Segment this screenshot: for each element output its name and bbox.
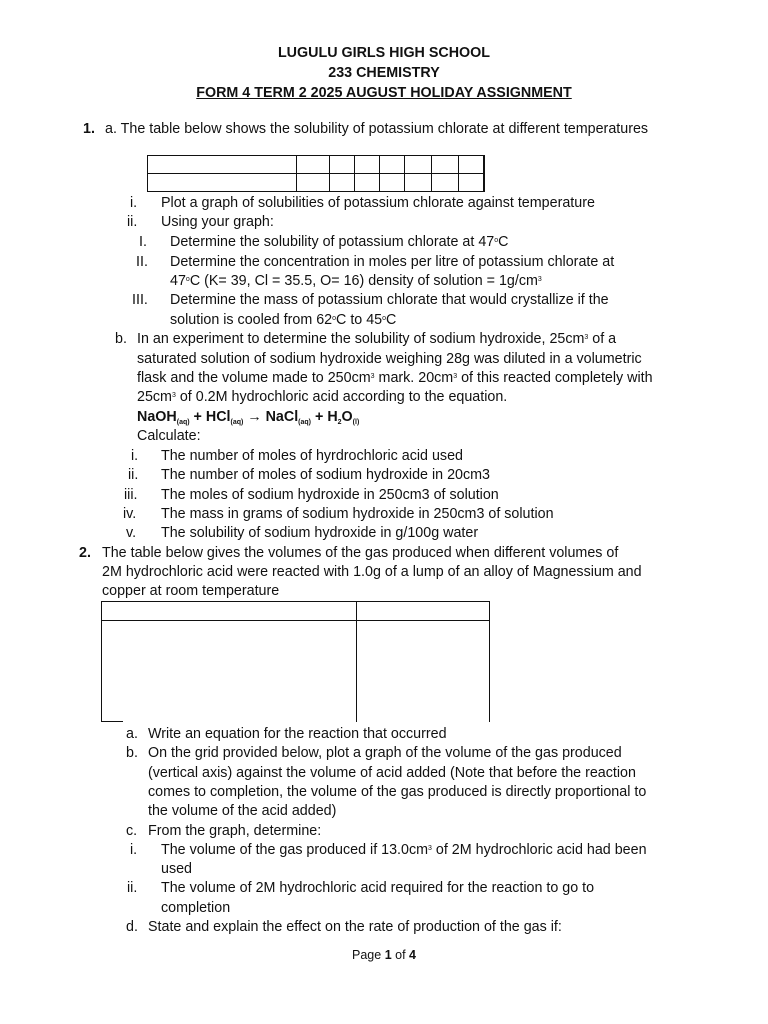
q1b-iii-text: The moles of sodium hydroxide in 250cm3 of solution [161, 487, 499, 503]
q2-b-line2: (vertical axis) against the volume of acid added (Note that before the reaction [148, 765, 636, 781]
q2-table-right-border [489, 620, 490, 722]
q1-i-text: Plot a graph of solubilities of potassium chlorate against temperature [161, 195, 595, 211]
page-footer: Page 1 of 4 [352, 948, 416, 962]
q1-solubility-table [147, 155, 485, 192]
q1-ii-text: Using your graph: [161, 214, 274, 230]
q2c-i-line2: used [161, 861, 193, 877]
q2-c-mark: c. [126, 823, 138, 839]
q1-b-line3: flask and the volume made to $250cm^3$ mark. $20cm^3$ of this reacted completely with [137, 370, 653, 386]
q2c-i-line1: The volume of the gas produced if $13.0cm^3$ of 2M hydrochloric acid had been [161, 842, 647, 858]
assignment-title: FORM 4 TERM 2 2025 AUGUST HOLIDAY ASSIGNMENT [196, 85, 572, 101]
q1b-v-mark: v. [126, 525, 137, 541]
q1b-iv-mark: iv. [123, 506, 137, 522]
q1-II-line1: Determine the concentration in moles per litre of potassium chlorate at [170, 254, 615, 270]
q2c-ii-mark: ii. [127, 880, 138, 896]
q2-d-text: State and explain the effect on the rate of production of the gas if: [148, 919, 562, 935]
q1b-iii-mark: iii. [124, 487, 138, 503]
q1-II-line2: 47$^o$C (K= 39, Cl = 35.5, O= 16) density of solution = $1g/cm^3$ [170, 273, 542, 289]
q2-a-text: Write an equation for the reaction that occurred [148, 726, 447, 742]
q1b-i-text: The number of moles of hyrdrochloric acid used [161, 448, 463, 464]
school-name: LUGULU GIRLS HIGH SCHOOL [277, 45, 491, 61]
q2-c-text: From the graph, determine: [148, 823, 322, 839]
q2-table-bottom-stub [101, 721, 123, 722]
q2c-ii-line1: The volume of 2M hydrochloric acid required for the reaction to go to [161, 880, 595, 896]
q1-I-mark: I. [139, 234, 147, 250]
q2-b-mark: b. [126, 745, 138, 761]
q1b-ii-text: The number of moles of sodium hydroxide in 20cm3 [161, 467, 490, 483]
q1-i-mark: i. [130, 195, 138, 211]
q2-intro-line1: The table below gives the volumes of the gas produced when different volumes of [102, 545, 619, 561]
q1-b-line2: saturated solution of sodium hydroxide weighing 28g was diluted in a volumetric [137, 351, 642, 367]
q2c-ii-line2: completion [161, 900, 231, 916]
q1-number: 1. [83, 121, 95, 137]
q1-I-text: Determine the solubility of potassium chlorate at 47$^o$C [170, 234, 509, 250]
q1-III-line2: solution is cooled from 62$^o$C to 45$^o$C [170, 312, 397, 328]
q1b-i-mark: i. [131, 448, 139, 464]
q2-table-col-divider [356, 601, 357, 722]
subject-title: 233 CHEMISTRY [328, 65, 440, 81]
q2-number: 2. [79, 545, 91, 561]
q2-b-line3: comes to completion, the volume of the gas produced is directly proportional to [148, 784, 647, 800]
q2-intro-line2: 2M hydrochloric acid were reacted with 1.0g of a lump of an alloy of Magnessium and [102, 564, 642, 580]
q1-b-line4: $25cm^3$ of 0.2M hydrochloric acid according to the equation. [137, 389, 508, 405]
q1-III-line1: Determine the mass of potassium chlorate that would crystallize if the [170, 292, 609, 308]
chemical-equation: NaOH$_{(aq)}$ + HCl$_{(aq)}$ → NaCl$_{(aq)}$ + $H_2O_{(l)}$ [137, 409, 360, 426]
q1-b-line1: In an experiment to determine the solubility of sodium hydroxide, $25cm^3$ of a [137, 331, 617, 347]
q1b-ii-mark: ii. [128, 467, 139, 483]
q2-b-line1: On the grid provided below, plot a graph of the volume of the gas produced [148, 745, 622, 761]
q2-table-header-row [101, 601, 490, 621]
q2-table-left-border [101, 620, 102, 722]
q1-a-intro: a. The table below shows the solubility of potassium chlorate at different temperatures [105, 121, 649, 137]
q1-ii-mark: ii. [127, 214, 138, 230]
q1b-iv-text: The mass in grams of sodium hydroxide in 250cm3 of solution [161, 506, 554, 522]
q2-a-mark: a. [126, 726, 138, 742]
q1b-v-text: The solubility of sodium hydroxide in g/100g water [161, 525, 479, 541]
q1-b-mark: b. [115, 331, 127, 347]
q2-b-line4: the volume of the acid added) [148, 803, 337, 819]
q1-III-mark: III. [132, 292, 148, 308]
q2c-i-mark: i. [130, 842, 138, 858]
q2-intro-line3: copper at room temperature [102, 583, 280, 599]
calculate-label: Calculate: [137, 428, 201, 444]
q1-II-mark: II. [136, 254, 148, 270]
q2-d-mark: d. [126, 919, 138, 935]
